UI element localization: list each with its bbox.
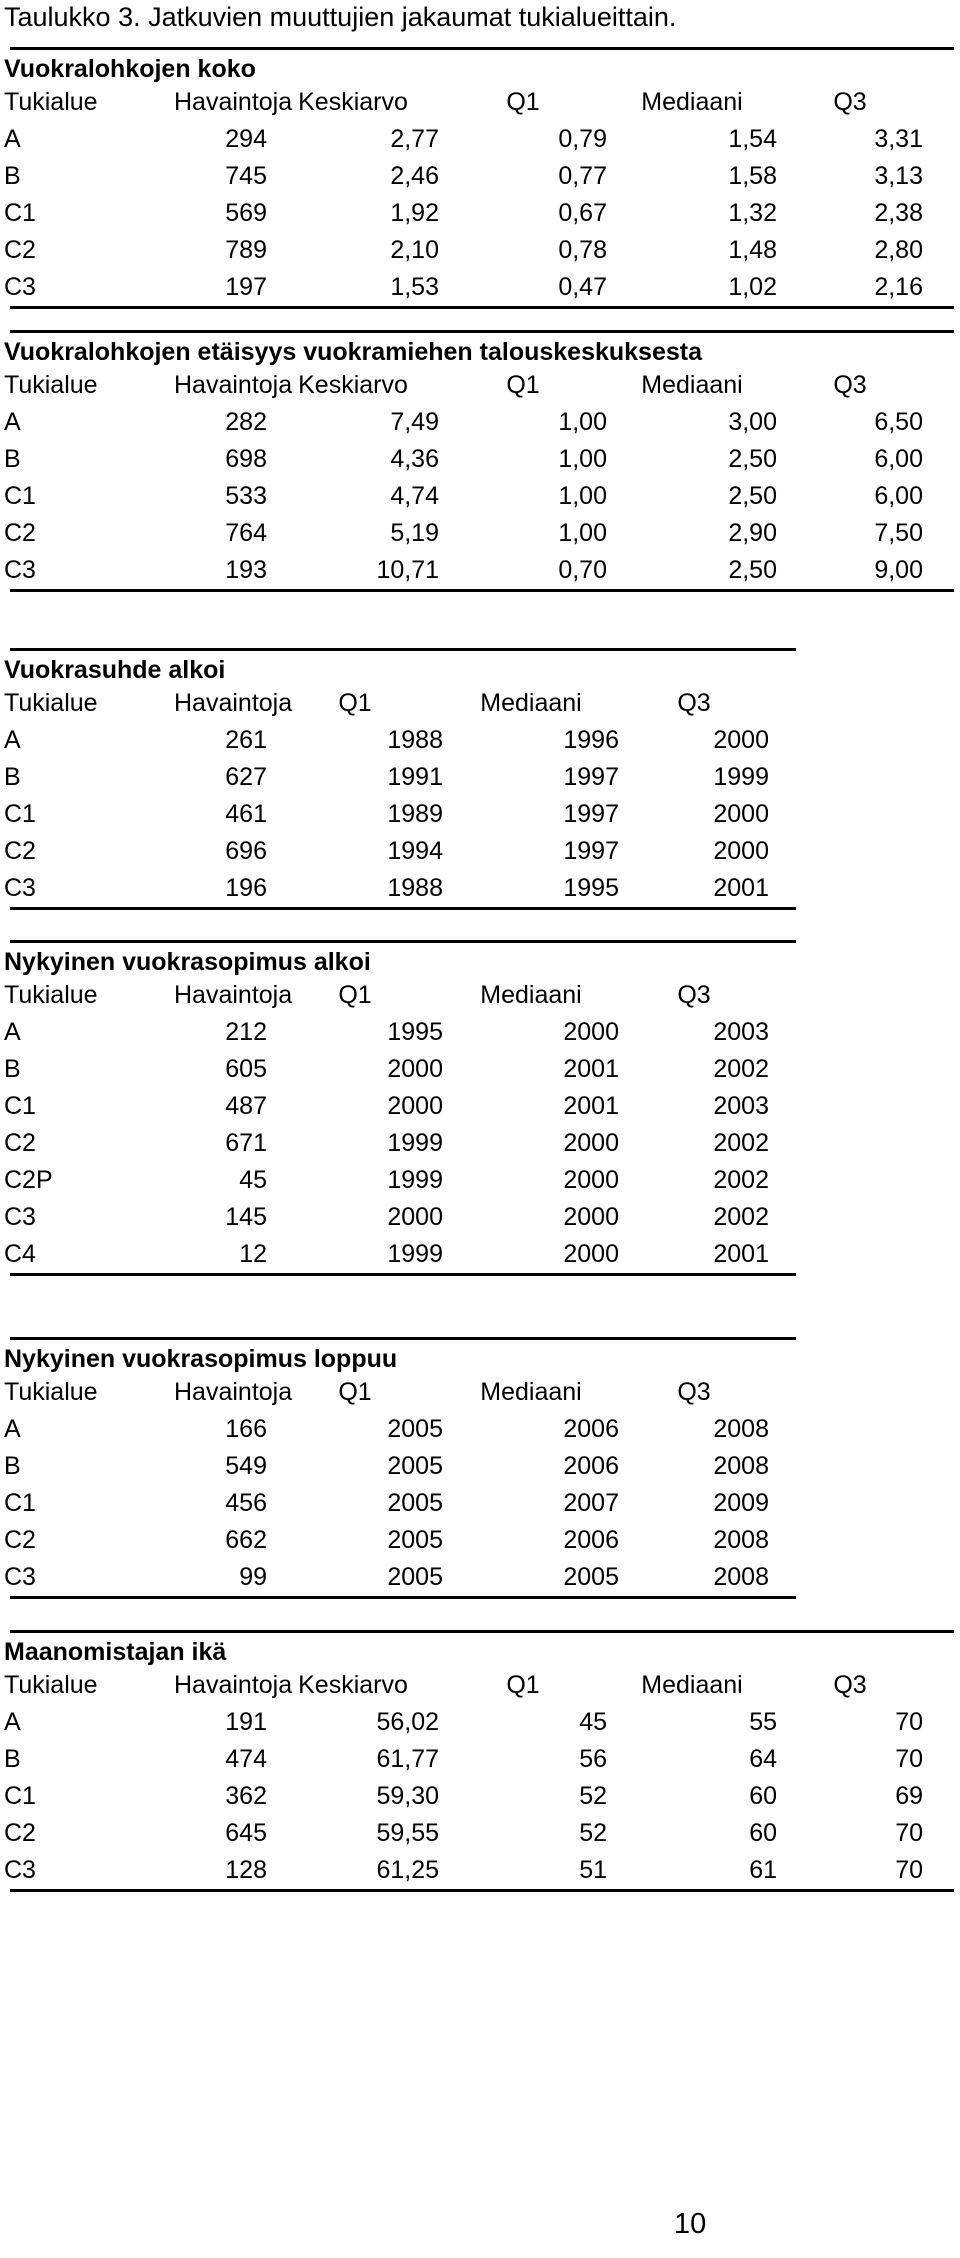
- column-header: Mediaani: [641, 88, 743, 116]
- table-cell: 2000: [563, 1166, 619, 1194]
- column-header: Q1: [506, 1671, 540, 1699]
- table-bottom-rule: [10, 1889, 954, 1892]
- row-label: C3: [4, 1856, 36, 1884]
- table-cell: 191: [225, 1708, 267, 1736]
- row-label: C2: [4, 1129, 36, 1157]
- table-cell: 2000: [563, 1240, 619, 1268]
- table-cell: 1,54: [728, 125, 777, 153]
- table-row: [4, 478, 954, 515]
- table-cell: 362: [225, 1782, 267, 1810]
- table-cell: 0,70: [558, 556, 607, 584]
- table-cell: 2003: [713, 1018, 769, 1046]
- table-cell: 2,46: [390, 162, 439, 190]
- table-cell: 1997: [563, 800, 619, 828]
- table-cell: 474: [225, 1745, 267, 1773]
- column-header: Q1: [338, 689, 372, 717]
- table-cell: 2007: [563, 1489, 619, 1517]
- table-bottom-rule: [10, 1596, 796, 1599]
- table-caption: Taulukko 3. Jatkuvien muuttujien jakaumat tukialueittain.: [4, 2, 677, 32]
- table-cell: 1,58: [728, 162, 777, 190]
- row-label: C2: [4, 519, 36, 547]
- row-label: B: [4, 763, 21, 791]
- column-header: Q3: [677, 981, 711, 1009]
- table-cell: 1,00: [558, 445, 607, 473]
- column-header: Havaintoja: [174, 88, 293, 116]
- column-header: Q1: [338, 981, 372, 1009]
- table-cell: 1996: [563, 726, 619, 754]
- row-label: B: [4, 445, 21, 473]
- row-label: B: [4, 1452, 21, 1480]
- table-cell: 2001: [713, 1240, 769, 1268]
- table-cell: 2000: [563, 1018, 619, 1046]
- row-label: C4: [4, 1240, 36, 1268]
- column-header: Q1: [506, 371, 540, 399]
- table-cell: 7,50: [874, 519, 923, 547]
- table-cell: 69: [895, 1782, 923, 1810]
- table-cell: 2,50: [728, 445, 777, 473]
- table-vuokralohkojen-koko: [4, 47, 954, 309]
- row-label: C1: [4, 800, 36, 828]
- table-cell: 9,00: [874, 556, 923, 584]
- table-cell: 2009: [713, 1489, 769, 1517]
- table-maanomistajan-ika: [4, 1630, 954, 1892]
- table-cell: 0,79: [558, 125, 607, 153]
- table-cell: 2001: [713, 874, 769, 902]
- table-cell: 294: [225, 125, 267, 153]
- table-cell: 2002: [713, 1055, 769, 1083]
- table-title: Maanomistajan ikä: [4, 1638, 227, 1666]
- table-title: Nykyinen vuokrasopimus loppuu: [4, 1345, 398, 1373]
- table-cell: 1997: [563, 837, 619, 865]
- table-header-row: [4, 1374, 796, 1411]
- table-row: [4, 1236, 796, 1273]
- table-cell: 51: [579, 1856, 607, 1884]
- table-row: [4, 121, 954, 158]
- table-bottom-rule: [10, 589, 954, 592]
- table-row: [4, 552, 954, 589]
- table-cell: 1,02: [728, 273, 777, 301]
- table-cell: 6,00: [874, 482, 923, 510]
- table-cell: 2005: [387, 1489, 443, 1517]
- table-cell: 2006: [563, 1452, 619, 1480]
- table-sopimus-loppuu: [4, 1337, 796, 1599]
- column-header: Q3: [833, 371, 867, 399]
- row-label: A: [4, 125, 21, 153]
- row-label: C3: [4, 556, 36, 584]
- table-row: [4, 441, 954, 478]
- table-cell: 627: [225, 763, 267, 791]
- table-cell: 3,13: [874, 162, 923, 190]
- table-sopimus-alkoi: [4, 940, 796, 1276]
- column-header: Keskiarvo: [298, 1671, 408, 1699]
- table-cell: 2,50: [728, 482, 777, 510]
- row-label: C2: [4, 1819, 36, 1847]
- table-bottom-rule: [10, 1273, 796, 1276]
- table-cell: 61,25: [376, 1856, 439, 1884]
- table-cell: 0,77: [558, 162, 607, 190]
- column-header: Havaintoja: [174, 1671, 293, 1699]
- table-cell: 2,50: [728, 556, 777, 584]
- column-header: Tukialue: [4, 981, 98, 1009]
- table-row: [4, 404, 954, 441]
- column-header: Q3: [677, 1378, 711, 1406]
- table-cell: 461: [225, 800, 267, 828]
- column-header: Keskiarvo: [298, 88, 408, 116]
- table-cell: 60: [749, 1819, 777, 1847]
- table-row: [4, 796, 796, 833]
- table-cell: 70: [895, 1745, 923, 1773]
- table-cell: 2000: [713, 800, 769, 828]
- column-header: Mediaani: [641, 371, 743, 399]
- column-header: Havaintoja: [174, 371, 293, 399]
- row-label: C3: [4, 1203, 36, 1231]
- table-cell: 7,49: [390, 408, 439, 436]
- table-cell: 2005: [387, 1563, 443, 1591]
- table-cell: 2,10: [390, 236, 439, 264]
- table-cell: 2000: [563, 1129, 619, 1157]
- table-top-rule: [10, 1337, 796, 1340]
- column-header: Tukialue: [4, 88, 98, 116]
- column-header: Q3: [833, 88, 867, 116]
- table-cell: 6,00: [874, 445, 923, 473]
- page-number: 10: [674, 2208, 707, 2240]
- table-cell: 1,92: [390, 199, 439, 227]
- table-cell: 45: [239, 1166, 267, 1194]
- row-label: C1: [4, 1092, 36, 1120]
- table-etaisyys: [4, 330, 954, 592]
- table-cell: 2006: [563, 1526, 619, 1554]
- table-cell: 1999: [387, 1129, 443, 1157]
- column-header: Mediaani: [480, 981, 582, 1009]
- table-cell: 70: [895, 1819, 923, 1847]
- table-row: [4, 1088, 796, 1125]
- table-cell: 1995: [387, 1018, 443, 1046]
- table-row: [4, 1162, 796, 1199]
- table-cell: 487: [225, 1092, 267, 1120]
- table-cell: 1,32: [728, 199, 777, 227]
- table-cell: 59,30: [376, 1782, 439, 1810]
- table-cell: 2,80: [874, 236, 923, 264]
- table-title: Nykyinen vuokrasopimus alkoi: [4, 948, 371, 976]
- table-cell: 1997: [563, 763, 619, 791]
- table-cell: 671: [225, 1129, 267, 1157]
- table-cell: 59,55: [376, 1819, 439, 1847]
- table-row: [4, 1522, 796, 1559]
- table-cell: 2005: [387, 1415, 443, 1443]
- table-cell: 70: [895, 1708, 923, 1736]
- table-header-row: [4, 685, 796, 722]
- table-cell: 789: [225, 236, 267, 264]
- table-cell: 1,48: [728, 236, 777, 264]
- table-row: [4, 1852, 954, 1889]
- row-label: A: [4, 726, 21, 754]
- column-header: Q1: [506, 88, 540, 116]
- table-cell: 70: [895, 1856, 923, 1884]
- table-row: [4, 1778, 954, 1815]
- table-cell: 2008: [713, 1563, 769, 1591]
- table-cell: 212: [225, 1018, 267, 1046]
- column-header: Havaintoja: [174, 1378, 293, 1406]
- row-label: C3: [4, 874, 36, 902]
- table-cell: 61: [749, 1856, 777, 1884]
- table-title: Vuokrasuhde alkoi: [4, 656, 226, 684]
- table-cell: 52: [579, 1782, 607, 1810]
- table-header-row: [4, 977, 796, 1014]
- table-cell: 0,78: [558, 236, 607, 264]
- table-cell: 61,77: [376, 1745, 439, 1773]
- table-row: [4, 158, 954, 195]
- column-header: Mediaani: [480, 689, 582, 717]
- row-label: C1: [4, 1782, 36, 1810]
- table-row: [4, 269, 954, 306]
- table-row: [4, 1559, 796, 1596]
- table-row: [4, 1741, 954, 1778]
- row-label: A: [4, 1018, 21, 1046]
- table-cell: 2001: [563, 1092, 619, 1120]
- table-cell: 1999: [387, 1240, 443, 1268]
- row-label: B: [4, 1745, 21, 1773]
- table-row: [4, 232, 954, 269]
- table-cell: 1991: [387, 763, 443, 791]
- table-cell: 1988: [387, 726, 443, 754]
- row-label: C1: [4, 1489, 36, 1517]
- table-cell: 2008: [713, 1526, 769, 1554]
- table-cell: 55: [749, 1708, 777, 1736]
- table-row: [4, 833, 796, 870]
- row-label: C3: [4, 273, 36, 301]
- table-cell: 2008: [713, 1415, 769, 1443]
- table-cell: 2000: [563, 1203, 619, 1231]
- table-cell: 456: [225, 1489, 267, 1517]
- row-label: C2P: [4, 1166, 53, 1194]
- table-cell: 197: [225, 273, 267, 301]
- table-cell: 2,38: [874, 199, 923, 227]
- table-cell: 2008: [713, 1452, 769, 1480]
- table-cell: 4,36: [390, 445, 439, 473]
- row-label: B: [4, 1055, 21, 1083]
- table-row: [4, 1125, 796, 1162]
- table-cell: 2001: [563, 1055, 619, 1083]
- table-cell: 2,77: [390, 125, 439, 153]
- row-label: C1: [4, 482, 36, 510]
- table-cell: 4,74: [390, 482, 439, 510]
- table-cell: 698: [225, 445, 267, 473]
- table-cell: 1988: [387, 874, 443, 902]
- table-title: Vuokralohkojen koko: [4, 55, 256, 83]
- table-cell: 12: [239, 1240, 267, 1268]
- table-header-row: [4, 1667, 954, 1704]
- table-row: [4, 195, 954, 232]
- row-label: C2: [4, 236, 36, 264]
- table-cell: 2005: [387, 1452, 443, 1480]
- table-top-rule: [10, 1630, 954, 1633]
- table-cell: 2,90: [728, 519, 777, 547]
- table-cell: 2003: [713, 1092, 769, 1120]
- row-label: C3: [4, 1563, 36, 1591]
- table-top-rule: [10, 648, 796, 651]
- column-header: Mediaani: [480, 1378, 582, 1406]
- table-cell: 0,67: [558, 199, 607, 227]
- row-label: C2: [4, 1526, 36, 1554]
- row-label: A: [4, 1415, 21, 1443]
- column-header: Havaintoja: [174, 981, 293, 1009]
- table-row: [4, 1485, 796, 1522]
- table-row: [4, 1199, 796, 1236]
- table-row: [4, 1815, 954, 1852]
- table-cell: 549: [225, 1452, 267, 1480]
- table-cell: 56,02: [376, 1708, 439, 1736]
- table-row: [4, 1704, 954, 1741]
- table-cell: 764: [225, 519, 267, 547]
- table-top-rule: [10, 940, 796, 943]
- column-header: Q3: [833, 1671, 867, 1699]
- table-cell: 0,47: [558, 273, 607, 301]
- table-cell: 2000: [387, 1203, 443, 1231]
- table-cell: 128: [225, 1856, 267, 1884]
- row-label: C2: [4, 837, 36, 865]
- table-cell: 45: [579, 1708, 607, 1736]
- row-label: A: [4, 408, 21, 436]
- table-cell: 1,00: [558, 408, 607, 436]
- table-cell: 2000: [713, 837, 769, 865]
- table-row: [4, 515, 954, 552]
- table-vuokrasuhde-alkoi: [4, 648, 796, 910]
- table-cell: 1989: [387, 800, 443, 828]
- table-cell: 745: [225, 162, 267, 190]
- table-cell: 662: [225, 1526, 267, 1554]
- table-cell: 145: [225, 1203, 267, 1231]
- table-cell: 1999: [713, 763, 769, 791]
- table-row: [4, 870, 796, 907]
- table-cell: 533: [225, 482, 267, 510]
- table-header-row: [4, 367, 954, 404]
- table-cell: 2,16: [874, 273, 923, 301]
- table-row: [4, 1448, 796, 1485]
- table-cell: 56: [579, 1745, 607, 1773]
- table-top-rule: [10, 47, 954, 50]
- table-cell: 2002: [713, 1203, 769, 1231]
- table-cell: 261: [225, 726, 267, 754]
- table-cell: 1999: [387, 1166, 443, 1194]
- table-cell: 2005: [387, 1526, 443, 1554]
- table-cell: 2005: [563, 1563, 619, 1591]
- column-header: Tukialue: [4, 1671, 98, 1699]
- table-bottom-rule: [10, 306, 954, 309]
- table-row: [4, 1014, 796, 1051]
- table-row: [4, 1411, 796, 1448]
- column-header: Q3: [677, 689, 711, 717]
- table-cell: 2000: [713, 726, 769, 754]
- row-label: A: [4, 1708, 21, 1736]
- column-header: Q1: [338, 1378, 372, 1406]
- table-cell: 10,71: [376, 556, 439, 584]
- column-header: Tukialue: [4, 689, 98, 717]
- table-cell: 2002: [713, 1166, 769, 1194]
- table-cell: 2000: [387, 1092, 443, 1120]
- table-row: [4, 1051, 796, 1088]
- table-cell: 645: [225, 1819, 267, 1847]
- table-top-rule: [10, 330, 954, 333]
- table-cell: 2002: [713, 1129, 769, 1157]
- table-cell: 196: [225, 874, 267, 902]
- table-cell: 60: [749, 1782, 777, 1810]
- column-header: Keskiarvo: [298, 371, 408, 399]
- table-cell: 64: [749, 1745, 777, 1773]
- table-cell: 1994: [387, 837, 443, 865]
- table-cell: 6,50: [874, 408, 923, 436]
- row-label: B: [4, 162, 21, 190]
- column-header: Tukialue: [4, 1378, 98, 1406]
- table-cell: 1,53: [390, 273, 439, 301]
- column-header: Mediaani: [641, 1671, 743, 1699]
- row-label: C1: [4, 199, 36, 227]
- table-cell: 193: [225, 556, 267, 584]
- table-title: Vuokralohkojen etäisyys vuokramiehen talouskeskuksesta: [4, 338, 702, 366]
- table-cell: 3,31: [874, 125, 923, 153]
- table-cell: 569: [225, 199, 267, 227]
- table-cell: 2000: [387, 1055, 443, 1083]
- table-bottom-rule: [10, 907, 796, 910]
- table-cell: 5,19: [390, 519, 439, 547]
- table-cell: 605: [225, 1055, 267, 1083]
- column-header: Havaintoja: [174, 689, 293, 717]
- column-header: Tukialue: [4, 371, 98, 399]
- table-cell: 166: [225, 1415, 267, 1443]
- table-header-row: [4, 84, 954, 121]
- table-cell: 2006: [563, 1415, 619, 1443]
- table-row: [4, 759, 796, 796]
- table-row: [4, 722, 796, 759]
- table-cell: 1,00: [558, 519, 607, 547]
- table-cell: 1,00: [558, 482, 607, 510]
- table-cell: 282: [225, 408, 267, 436]
- table-cell: 3,00: [728, 408, 777, 436]
- table-cell: 1995: [563, 874, 619, 902]
- table-cell: 52: [579, 1819, 607, 1847]
- table-cell: 696: [225, 837, 267, 865]
- table-cell: 99: [239, 1563, 267, 1591]
